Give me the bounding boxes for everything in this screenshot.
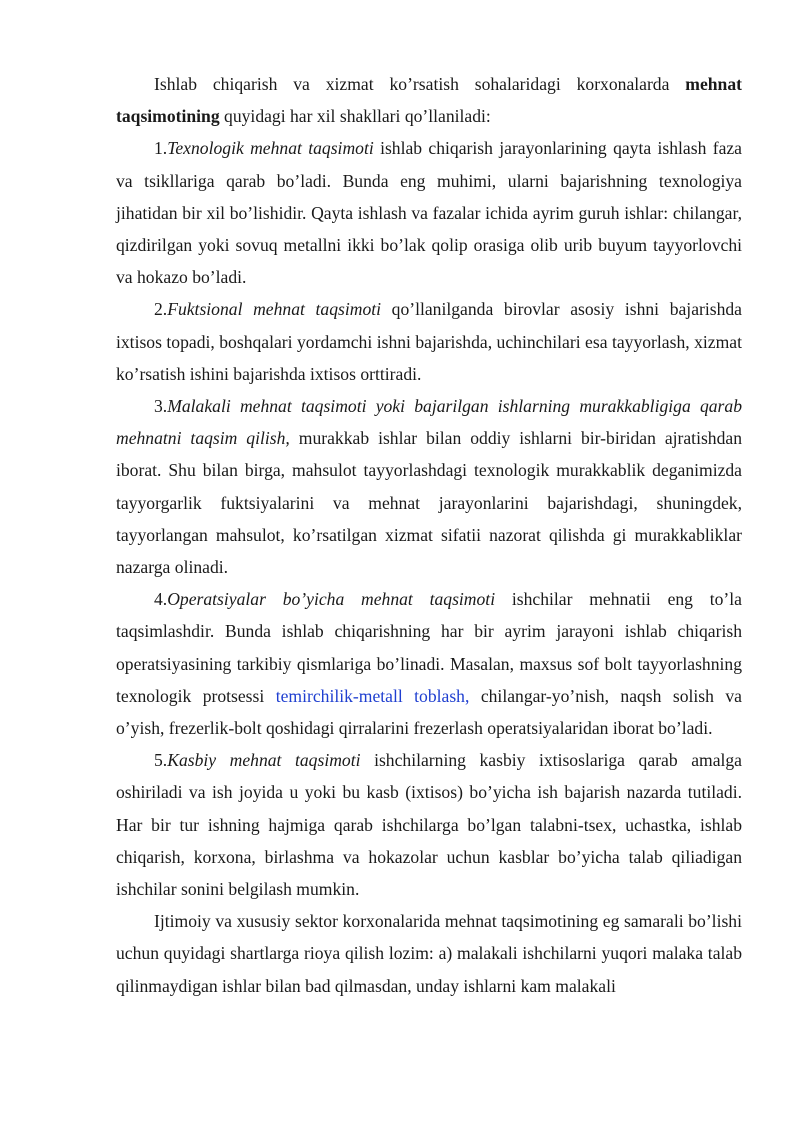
item-text-end: chilangar-yo’nish, naqsh solish va o’yish, frezerlik-bolt qoshidagi qirralarini frezerlash operatsiyalaridan iborat bo’ladi. (116, 685, 742, 739)
intro-bold-term: mehnat taqsimotining (116, 74, 742, 127)
item-term: Texnologik mehnat taqsimoti (167, 138, 374, 159)
item-number: 1. (154, 138, 168, 159)
closing-paragraph (116, 905, 742, 1002)
list-item-5 (116, 744, 742, 905)
item-term: Malakali mehnat taqsimoti yoki bajarilgan ishlarning murakkabligiga qarab mehnatni taqsim qilish, (116, 396, 742, 449)
item-text: qo’llanilganda birovlar asosiy ishni bajarishda ixtisos topadi, boshqalari yordamchi ishni bajarishda, uchinchilari esa tayyorlash, xizmat ko’rsatish ishini bajarishda ixtisos orttiradi. (116, 299, 742, 384)
closing-text: Ijtimoiy va xususiy sektor korxonalarida mehnat taqsimotining eg samarali bo’lishi uchun quyidagi shartlarga rioya qilish lozim: a) malakali ishchilarni yuqori malaka talab qilinmaydigan ishlar bilan bad qilmasdan, unday ishlarni kam malakali (116, 911, 742, 996)
intro-paragraph (116, 68, 742, 132)
item-term: Operatsiyalar bo’yicha mehnat taqsimoti (167, 589, 496, 610)
list-item-2 (116, 293, 742, 390)
intro-text: Ishlab chiqarish va xizmat ko’rsatish sohalaridagi korxonalarda (154, 74, 686, 94)
item-text: ishchilar mehnatii eng to’la taqsimlashdir. Bunda ishlab chiqarishning har bir ayrim jarayoni ishlab chiqarish operatsiyasining tarkibiy qismlariga bo’linadi. Masalan, maxsus sof bolt tayyorlashning texnologik protsessi (116, 589, 742, 706)
item-text: ishchilarning kasbiy ixtisoslariga qarab amalga oshiriladi va ish joyida u yoki bu kasb (ixtiso​s) bo’yicha ish bajarish nazarda tutiladi. Har bir tur ishning hajmiga qarab ishchilarga bo’lgan talabni-tsex, uchastka, ishlab chiqarish, korxona, birlashma va hokazolar uchun kasblar bo’yicha talab qiliadigan ishchilar sonini belgilash mumkin. (116, 750, 742, 900)
item-term: Kasbiy mehnat taqsimoti (167, 750, 361, 771)
document-page (116, 68, 742, 1002)
item-text: murakkab ishlar bilan oddiy ishlarni bir-biridan ajratishdan iborat. Shu bilan birga, mahsulot tayyorlashdagi texnologik murakkablik deganimizda tayyorgarlik fuktsiyalarini va mehnat jarayonlarini bajarishdagi, shuningdek, tayyorlangan mahsulot, ko’rsatilgan xizmat sifatii nazorat qilishda gi murakkabliklar nazarga olinadi. (116, 428, 743, 578)
list-item-3 (116, 390, 742, 583)
intro-text-end: quyidagi har xil shakllari qo’llaniladi: (219, 106, 491, 127)
hyperlink-text[interactable]: temirchilik-metall toblash, (275, 685, 470, 706)
list-item-4 (116, 583, 742, 744)
item-number: 5. (154, 750, 168, 771)
item-number: 2. (154, 299, 168, 320)
item-term: Fuktsional mehnat taqsimoti (167, 299, 382, 320)
item-number: 3. (154, 396, 168, 417)
item-number: 4. (154, 589, 168, 610)
item-text: ishlab chiqarish jarayonlarining qayta ishlash faza va tsikllariga qarab bo’ladi. Bunda eng muhimi, ularni bajarishning texnologiya jihatidan bir xil bo’lishidir. Qayta ishlash va fazalar ichida ayrim guruh ishlar: chilangar, qizdirilgan yoki sovuq metallni ikki bo’lak qolip orasiga olib urib buyum tayyorlovchi va hokazo bo’ladi. (116, 138, 742, 288)
list-item-1 (116, 132, 742, 293)
